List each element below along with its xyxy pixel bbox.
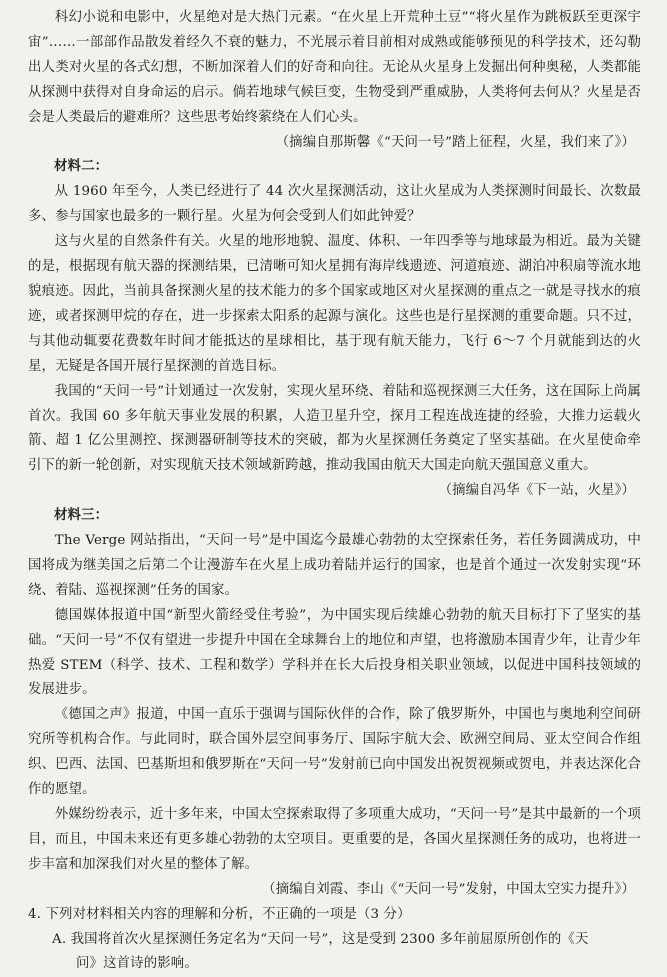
material2-paragraph-1: 从 1960 年至今，人类已经进行了 44 次火星探测活动，这让火星成为人类探测时间最长、次数最多、参与国家也最多的一颗行星。火星为何会受到人们如此钟爱？: [28, 184, 641, 225]
material3-source: （摘编自刘霞、李山《“天问一号”发射，中国太空实力提升》）: [262, 881, 635, 897]
material2-heading: 材料二：: [54, 159, 109, 175]
material2-source: （摘编自冯华《下一站，火星》）: [438, 483, 635, 499]
material3-heading: 材料三：: [54, 508, 109, 524]
material1-paragraph: 科幻小说和电影中，火星绝对是大热门元素。“在火星上开荒种土豆”“将火星作为跳板跃至更深宇宙”……一部部作品散发着经久不衰的魅力，不光展示着目前相对成熟或能够预见的科学技术，还勾勒出人类对火星的各式幻想，不断加深着人们的好奇和向往。无论从火星身上发掘出何种奥秘，人类都能从探测中获得对自身命运的启示。倘若地球气候巨变，生物受到严重威胁，人类将何去何从？火星是否会是人类最后的避难所？这些思考始终萦绕在人们心头。: [28, 10, 641, 125]
option-a-line-2: 问》这首诗的影响。: [76, 956, 198, 972]
material2-paragraph-3: 我国的“天问一号”计划通过一次发射，实现火星环绕、着陆和巡视探测三大任务，这在国际上尚属首次。我国 60 多年航天事业发展的积累，人造卫星升空，探月工程连战连捷的经验，大推力运载火箭、超 1 亿公里测控、探测器研制等技术的突破，都为火星探测任务奠定了坚实基础。在火星使命牵引下的新一轮创新，对实现航天技术领域新跨越，推动我国由航天大国走向航天强国意义重大。: [28, 383, 641, 474]
option-a-line-1: A. 我国将首次火星探测任务定名为“天问一号”，这是受到 2300 多年前屈原所创作的《天: [52, 931, 589, 947]
material3-paragraph-4: 外媒纷纷表示，近十多年来，中国太空探索取得了多项重大成功，“天问一号”是其中最新的一个项目，而且，中国未来还有更多雄心勃勃的太空项目。更重要的是，各国火星探测任务的成功，也将进一步丰富和加深我们对火星的整体了解。: [28, 807, 641, 872]
material3-paragraph-1: The Verge 网站指出，“天问一号”是中国迄今最雄心勃勃的太空探索任务，若任务圆满成功，中国将成为继美国之后第二个让漫游车在火星上成功着陆并运行的国家，也是首个通过一次发射实现“环绕、着陆、巡视探测”任务的国家。: [28, 533, 641, 598]
material2-paragraph-2: 这与火星的自然条件有关。火星的地形地貌、温度、体积、一年四季等与地球最为相近。最为关键的是，根据现有航天器的探测结果，已清晰可知火星拥有海岸线遗迹、河道痕迹、湖泊冲积扇等流水地貌痕迹。因此，当前具备探测火星的技术能力的多个国家或地区对火星探测的重点之一就是寻找水的痕迹，或者探测甲烷的存在，进一步探索太阳系的起源与演化。这些也是行星探测的重要命题。只不过，与其他动辄要花费数年时间才能抵达的星球相比，基于现有航天能力，飞行 6～7 个月就能到达的火星，无疑是各国开展行星探测的首选目标。: [28, 234, 641, 374]
material1-source: （摘编自那斯馨《“天问一号”踏上征程，火星，我们来了》）: [275, 134, 635, 150]
material3-paragraph-2: 德国媒体报道中国“新型火箭经受住考验”，为中国实现后续雄心勃勃的航天目标打下了坚实的基础。“天问一号”不仅有望进一步提升中国在全球舞台上的地位和声望，也将激励本国青少年，让青少年热爱 STEM（科学、技术、工程和数学）学科并在长大后投身相关职业领域，以促进中国科技领域的发展进步。: [28, 607, 641, 698]
material3-paragraph-3: 《德国之声》报道，中国一直乐于强调与国际伙伴的合作，除了俄罗斯外，中国也与奥地利空间研究所等机构合作。与此同时，联合国外层空间事务厅、国际宇航大会、欧洲空间局、亚太空间合作组织、巴西、法国、巴基斯坦和俄罗斯在“天问一号”发射前已向中国发出祝贺视频或贺电，并表达深化合作的愿望。: [28, 707, 641, 798]
question-stem: 4. 下列对材料相关内容的理解和分析，不正确的一项是（3 分）: [28, 906, 411, 922]
